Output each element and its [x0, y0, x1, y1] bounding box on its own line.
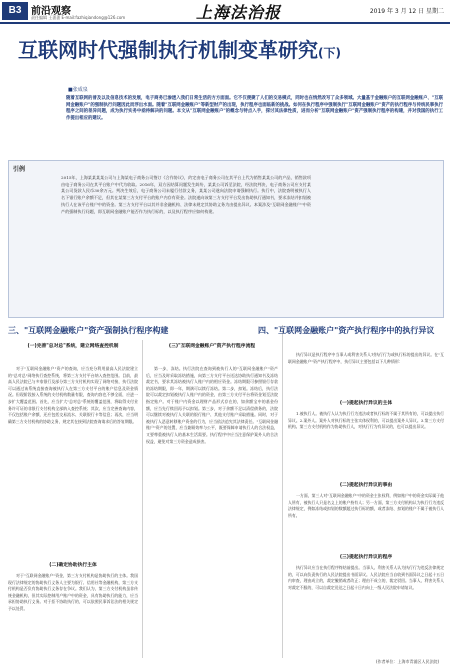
- column-divider: [142, 340, 143, 658]
- section-name: 前沿观察: [31, 6, 71, 17]
- page-header: [0, 0, 450, 30]
- article-abstract: 随着互联网的普及以及信息技术的发展，电子商务已渗透入我们日常生活的方方面面。它不仅便捷了人们的交易模式，同时也在悄然改写了众多领域。大量基于金融账户的互联网金融账户、"互联网金融账户"的强制执行问题因此而浮出水面。随着"互联网金融账户"等新型财产的出现，执行程序也面临新的挑战。如何在执行程序中强制执行"互联网金融账户"资产的执行程序与传统民事执行程序之间的差异问题，成为执行实务中亟待解决的问题。本文从"互联网金融账户"的概念与特点入手，探讨其法律性质，进而分析"互联网金融账户"资产强制执行程序的构建，并对我国的执行工作提出相应的建议。: [66, 96, 443, 121]
- paragraph-4-3: 执行异议应当在执行程序终结前提出。当事人、利害关系人认为执行行为违反法律规定的，可以向负责执行的人民法院提出书面异议。人民法院应当自收到书面异议之日起十五日内审查，理由成立的，裁定撤销或者改正；理由不成立的，裁定驳回。当事人、利害关系人对裁定不服的，可以自裁定送达之日起十日内向上一级人民法院申请复议。: [288, 565, 444, 590]
- paragraph-3-1: 对于"互联网金融账户"资产的查询，应当充分利用最高人民法院建立的"总对总"网络执行查控系统，将第三方支付平台纳入查控范围。目前，最高人民法院已与多家银行及部分第三方支付机构实现了网络对接，执行法院可以通过该系统直接查询被执行人在第三方支付平台的账户信息及资金情况。但现阶段接入系统的支付机构数量有限，查询内容也不够全面，应进一步扩大覆盖范围。首先，应当扩大"总对总"系统的覆盖范围，将取得支付业务许可证的非银行支付机构全部纳入查控系统；其次，应当完善查询内容，不仅包括账户余额，还应包括交易流水、关联银行卡等信息；再次，应当明确第三方支付机构的协助义务，规定其在接到法院查询请求后的答复期限。: [8, 366, 138, 424]
- subheading-3-3: (三)"互联网金融账户"资产执行程序流程: [168, 344, 256, 349]
- newspaper-masthead: 上海法治报: [196, 3, 282, 22]
- citation-label: 引例: [13, 166, 26, 173]
- section-tab: B3: [2, 2, 28, 20]
- section-heading-4-text: 四、"互联网金融账户"资产执行程序中的执行异议: [258, 326, 435, 335]
- paragraph-4-2: 一方面，第三人对"互联网金融账户"中的资金主张权利，例如账户中的资金实际属于他人所有，被执行人只是名义上的账户持有人；另一方面，第三方支付机构认为执行行为违反法律规定，例如冻结或扣划的数额超过执行标的额，或者冻结、扣划的账户不属于被执行人所有。: [288, 493, 444, 518]
- paragraph-3-3: 第一步，冻结。执行法院在查询到被执行人的"互联网金融账户"资产后，应当及时采取冻结措施，向第三方支付平台送达协助执行通知书及冻结裁定书，要求其冻结被执行人账户内的相应资金。冻结期限可参照银行存款的冻结期限，即一年，期满可以续行冻结。第二步，扣划。冻结后，执行法院可以裁定扣划被执行人账户内的资金，由第三方支付平台将资金划至法院指定账户。对于账户内资金以理财产品形式存在的，如余额宝中的基金份额，应当先行赎回再予以扣划。第三步，对于余额不足以清偿债务的，法院可以继续对被执行人关联的银行账户、其他支付账户采取措施。同时，对于被执行人恶意转移账户资金的行为，应当依法追究其法律责任。"互联网金融账户"资产的处置，应当兼顾效率与公平，既要保障申请执行人的合法权益，又要尊重被执行人的基本生活需要。执行程序中应当注意保护案外人的合法权益，避免对第三方资金造成损害。: [146, 366, 278, 444]
- case-citation-box: [8, 160, 444, 318]
- article-title: [18, 34, 341, 63]
- section-heading-3: 三、"互联网金融账户"资产强制执行程序构建: [8, 326, 169, 335]
- subheading-3-1: (一)完善"总对总"系统，建立网络查控机制: [27, 344, 119, 349]
- section-editor-line: 责任编辑 王蔷蔷 E-mail:fazhiqiandong@126.com: [31, 15, 126, 20]
- author-byline: ■张成泉: [68, 87, 88, 93]
- section-heading-4: [258, 325, 446, 337]
- subheading-4-1: (一)提起执行异议的主体: [339, 401, 393, 406]
- subheading-3-2: (二)确定协助执行主体: [49, 563, 97, 568]
- header-rule: [0, 22, 450, 24]
- article-title-suffix: (下): [318, 46, 341, 60]
- subheading-4-3: (三)提起执行异议的程序: [339, 555, 393, 560]
- paragraph-4-0: 执行异议是执行程序中当事人或利害关系人对执行行为或执行标的提出的异议。在"互联网金融账户"资产执行程序中，执行异议主要包括以下几种情形：: [288, 352, 444, 364]
- subheading-4-2: (二)提起执行异议的事由: [339, 483, 393, 488]
- article-title-text: 互联网时代强制执行机制变革研究: [18, 38, 318, 62]
- column-divider: [282, 325, 283, 658]
- paragraph-3-2: 对于"互联网金融账户"资金，第三方支付机构是协助执行的主体。我国现行法律规定的协助执行义务人主要为银行、信用社等金融机构，第三方支付机构是否负有协助执行义务存在争议。我们认为，第三方支付机构虽非传统金融机构，但其实际控制用户账户中的资金，具有协助执行的能力，应当承担协助执行义务。对于拒不协助执行的，可以依照民事诉讼法的相关规定予以处罚。: [8, 573, 138, 611]
- paragraph-4-1: 1.被执行人。被执行人认为执行行为违法或者执行标的不属于其所有的，可以提出执行异议。2.案外人。案外人对执行标的主张实体权利的，可以提出案外人异议。3.第三方支付机构。第三方支付机构作为协助执行人，对执行行为有异议的，也可以提出异议。: [288, 411, 444, 430]
- citation-text: 2015年，上海某某某某公司与上海某电子商务公司签订《合作协议》，约定由电子商务公司在其平台上代为销售某某公司的产品，销售款项由电子商务公司在其平台账户中代为收取。2016年，双方因结算问题发生纠纷，某某公司诉至法院，经法院判决，电子商务公司应支付某某公司货款人民币30余万元。判决生效后，电子商务公司未履行付款义务，某某公司遂向法院申请强制执行。执行中，法院查明被执行人名下银行账户余额不足，但其在某第三方支付平台的账户内存有资金。法院遂向该第三方支付平台发出协助执行通知书，要求冻结并扣划被执行人在该平台账户中的资金。第三方支付平台以其并非金融机构、法律未规定其协助义务为由提出异议。本案涉及"互联网金融账户"中资产的强制执行问题，即互联网金融账户能否作为执行标的，以及执行程序应如何构建。: [61, 175, 311, 214]
- author-affiliation: (作者单位：上海市青浦区人民法院): [376, 659, 440, 664]
- issue-date: 2019 年 3 月 12 日 星期二: [369, 8, 444, 15]
